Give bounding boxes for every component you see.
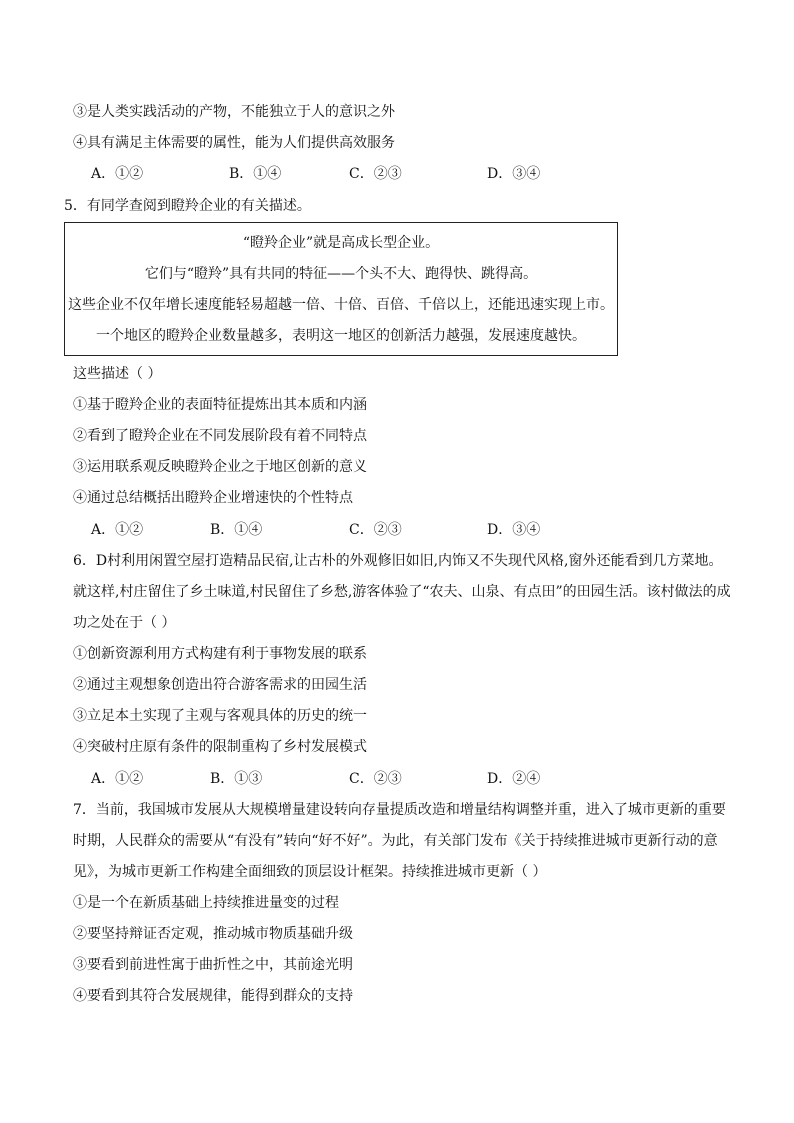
- q5-material-line-2: 它们与“瞪羚”具有共同的特征——个头不大、跑得快、跳得高。: [144, 266, 538, 282]
- q5-option-c[interactable]: C．②③: [349, 522, 402, 538]
- q7-statement-3: ③要看到前进性寓于曲折性之中，其前途光明: [73, 957, 353, 973]
- q6-stem-line-3: 功之处在于（ ）: [73, 615, 176, 631]
- q7-statement-1: ①是一个在新质基础上持续推进量变的过程: [73, 895, 339, 911]
- q6-option-b[interactable]: B．①③: [210, 771, 263, 787]
- q6-statement-4: ④突破村庄原有条件的限制重构了乡村发展模式: [73, 739, 367, 755]
- q7-stem-line-1: 7．当前，我国城市发展从大规模增量建设转向存量提质改造和增量结构调整并重，进入了城市更新的重要: [73, 802, 726, 818]
- q5-material-line-4: 一个地区的瞪羚企业数量越多，表明这一地区的创新活力越强，发展速度越快。: [96, 328, 586, 344]
- q5-stem: 5．有同学查阅到瞪羚企业的有关描述。: [64, 198, 311, 214]
- q7-stem-line-2: 时期，人民群众的需要从“有没有”转向“好不好”。为此，有关部门发布《关于持续推进城市更新行动的意: [73, 833, 718, 849]
- q4-option-c[interactable]: C．②③: [349, 166, 402, 182]
- q7-statement-4: ④要看到其符合发展规律，能得到群众的支持: [73, 988, 353, 1004]
- q5-option-d[interactable]: D．③④: [487, 522, 541, 538]
- q5-statement-3: ③运用联系观反映瞪羚企业之于地区创新的意义: [73, 459, 367, 475]
- q4-option-b[interactable]: B．①④: [229, 166, 282, 182]
- q4-statement-4: ④具有满足主体需要的属性，能为人们提供高效服务: [73, 135, 395, 151]
- q4-option-d[interactable]: D．③④: [487, 166, 541, 182]
- q5-material-box: [64, 222, 618, 356]
- q6-stem-line-1: 6．D村利用闲置空屋打造精品民宿,让古朴的外观修旧如旧,内饰又不失现代风格,窗外还能看到几方菜地。: [73, 553, 723, 569]
- q6-statement-2: ②通过主观想象创造出符合游客需求的田园生活: [73, 677, 367, 693]
- q6-option-c[interactable]: C．②③: [349, 771, 402, 787]
- q4-option-a[interactable]: A．①②: [91, 166, 144, 182]
- q5-statement-2: ②看到了瞪羚企业在不同发展阶段有着不同特点: [73, 428, 367, 444]
- q5-option-a[interactable]: A．①②: [91, 522, 144, 538]
- q7-statement-2: ②要坚持辩证否定观，推动城市物质基础升级: [73, 926, 353, 942]
- q5-material-line-3: 这些企业不仅年增长速度能轻易超越一倍、十倍、百倍、千倍以上，还能迅速实现上市。: [68, 297, 614, 313]
- q6-statement-3: ③立足本土实现了主观与客观具体的历史的统一: [73, 708, 367, 724]
- q5-material-line-1: “瞪羚企业”就是高成长型企业。: [242, 235, 440, 251]
- q7-stem-line-3: 见》，为城市更新工作构建全面细致的顶层设计框架。持续推进城市更新（ ）: [73, 864, 547, 880]
- q5-statement-4: ④通过总结概括出瞪羚企业增速快的个性特点: [73, 490, 353, 506]
- q6-stem-line-2: 就这样,村庄留住了乡土味道,村民留住了乡愁,游客体验了“农夫、山泉、有点田”的田园生活。该村做法的成: [73, 584, 731, 600]
- q6-option-a[interactable]: A．①②: [91, 771, 144, 787]
- q6-statement-1: ①创新资源利用方式构建有利于事物发展的联系: [73, 646, 367, 662]
- q5-option-b[interactable]: B．①④: [210, 522, 263, 538]
- q4-statement-3: ③是人类实践活动的产物，不能独立于人的意识之外: [73, 104, 395, 120]
- q6-option-d[interactable]: D．②④: [487, 771, 541, 787]
- q5-statement-1: ①基于瞪羚企业的表面特征提炼出其本质和内涵: [73, 397, 367, 413]
- q5-question: 这些描述（ ）: [73, 366, 162, 382]
